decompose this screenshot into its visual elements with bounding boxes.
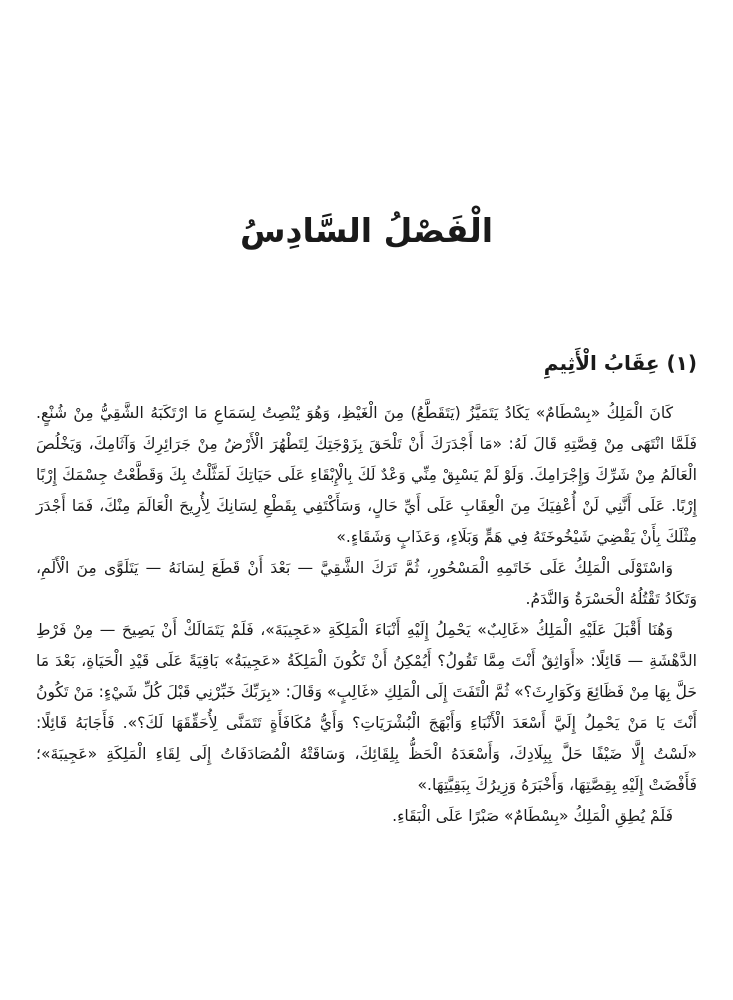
paragraph-1: كَانَ الْمَلِكُ «بِسْطَامٌ» يَكَادُ يَتَمَيَّزُ (يَتَقَطَّعُ) مِنَ الْغَيْظِ، وَهُوَ يُنْصِتُ لِسَمَاعِ مَا ارْتَكَبَهُ الشَّقِيُّ مِنْ شُنْعٍ. فَلَمَّا انْتَهَى مِنْ قِصَّتِهِ قَالَ لَهُ: «مَا أَجْدَرَكَ أَنْ تَلْحَقَ بِزَوْجَتِكَ لِتَطْهُرَ الْأَرْضُ مِنْ جَرَائِرِكَ وَآثَامِكَ، وَيَخْلُصَ الْعَالَمُ مِنْ شَرِّكَ وَإِجْرَامِكَ. وَلَوْ لَمْ يَسْبِقْ مِنِّي وَعْدٌ لَكَ بِالْإِبْقَاءِ عَلَى حَيَاتِكَ لَمَثَّلْتُ بِكَ وَقَطَّعْتُ جِسْمَكَ إِرْبًا إِرْبًا. عَلَى أَنَّنِي لَنْ أُعْفِيَكَ مِنَ الْعِقَابِ عَلَى أَيِّ حَالٍ، وَسَأَكْتَفِي بِقَطْعِ لِسَانِكَ لِأُرِيحَ الْعَالَمَ مِنْكَ، فَمَا أَجْدَرَ مِثْلَكَ بِأَنْ يَقْضِيَ شَيْخُوخَتَهُ فِي هَمٍّ وَبَلَاءٍ، وَعَذَابٍ وَشَقَاءٍ.» — [36, 404, 697, 546]
chapter-title: الْفَصْلُ السَّادِسُ — [239, 211, 494, 250]
section-heading: (١) عِقَابُ الْأَثِيمِ — [543, 351, 697, 375]
paragraph-4: فَلَمْ يُطِقِ الْمَلِكُ «بِسْطَامٌ» صَبْرًا عَلَى الْبَقَاءِ. — [392, 807, 673, 825]
paragraph-3: وَهُنَا أَقْبَلَ عَلَيْهِ الْمَلِكُ «غَالِبٌ» يَحْمِلُ إِلَيْهِ أَنْبَاءَ الْمَلِكَةِ «عَجِيبَةَ»، فَلَمْ يَتَمَالَكْ أَنْ يَصِيحَ — مِنْ فَرْطِ الدَّهْشَةِ — قَائِلًا: «أَوَاثِقٌ أَنْتَ مِمَّا تَقُولُ؟ أَيُمْكِنُ أَنْ تَكُونَ الْمَلِكَةُ «عَجِيبَةُ» بَاقِيَةً عَلَى قَيْدِ الْحَيَاةِ، بَعْدَ مَا حَلَّ بِهَا مِنْ فَظَائِعَ وَكَوَارِثَ؟» ثُمَّ الْتَفَتَ إِلَى الْمَلِكِ «غَالِبٍ» وَقَالَ: «بِرَبِّكَ خَبِّرْنِي قَبْلَ كُلِّ شَيْءٍ: مَنْ تَكُونُ أَنْتَ يَا مَنْ يَحْمِلُ إِلَيَّ أَسْعَدَ الْأَنْبَاءِ وَأَبْهَجَ الْبُشْرَيَاتِ؟ وَأَيُّ مُكَافَأَةٍ تَتَمَنَّى لِأُحَقِّقَهَا لَكَ؟». فَأَجَابَهُ قَائِلًا: «لَسْتُ إِلَّا ضَيْفًا حَلَّ بِبِلَادِكَ، وَأَسْعَدَهُ الْحَظُّ بِلِقَائِكَ، وَسَاقَتْهُ الْمُصَادَفَاتُ إِلَى لِقَاءِ الْمَلِكَةِ «عَجِيبَةَ»؛ فَأَفْضَتْ إِلَيْهِ بِقِصَّتِهَا، وَأَخْبَرَهُ وَزِيرُكَ بِبَقِيَّتِهَا.» — [36, 621, 697, 794]
body-text — [36, 398, 697, 832]
paragraph-2: وَاسْتَوْلَى الْمَلِكُ عَلَى خَاتَمِهِ الْمَسْحُورِ، ثُمَّ تَرَكَ الشَّقِيَّ — بَعْدَ أَنْ قَطَعَ لِسَانَهُ — يَتَلَوَّى مِنَ الْأَلَمِ، وَتَكَادُ تَقْتُلُهُ الْحَسْرَةُ وَالنَّدَمُ. — [36, 559, 697, 608]
